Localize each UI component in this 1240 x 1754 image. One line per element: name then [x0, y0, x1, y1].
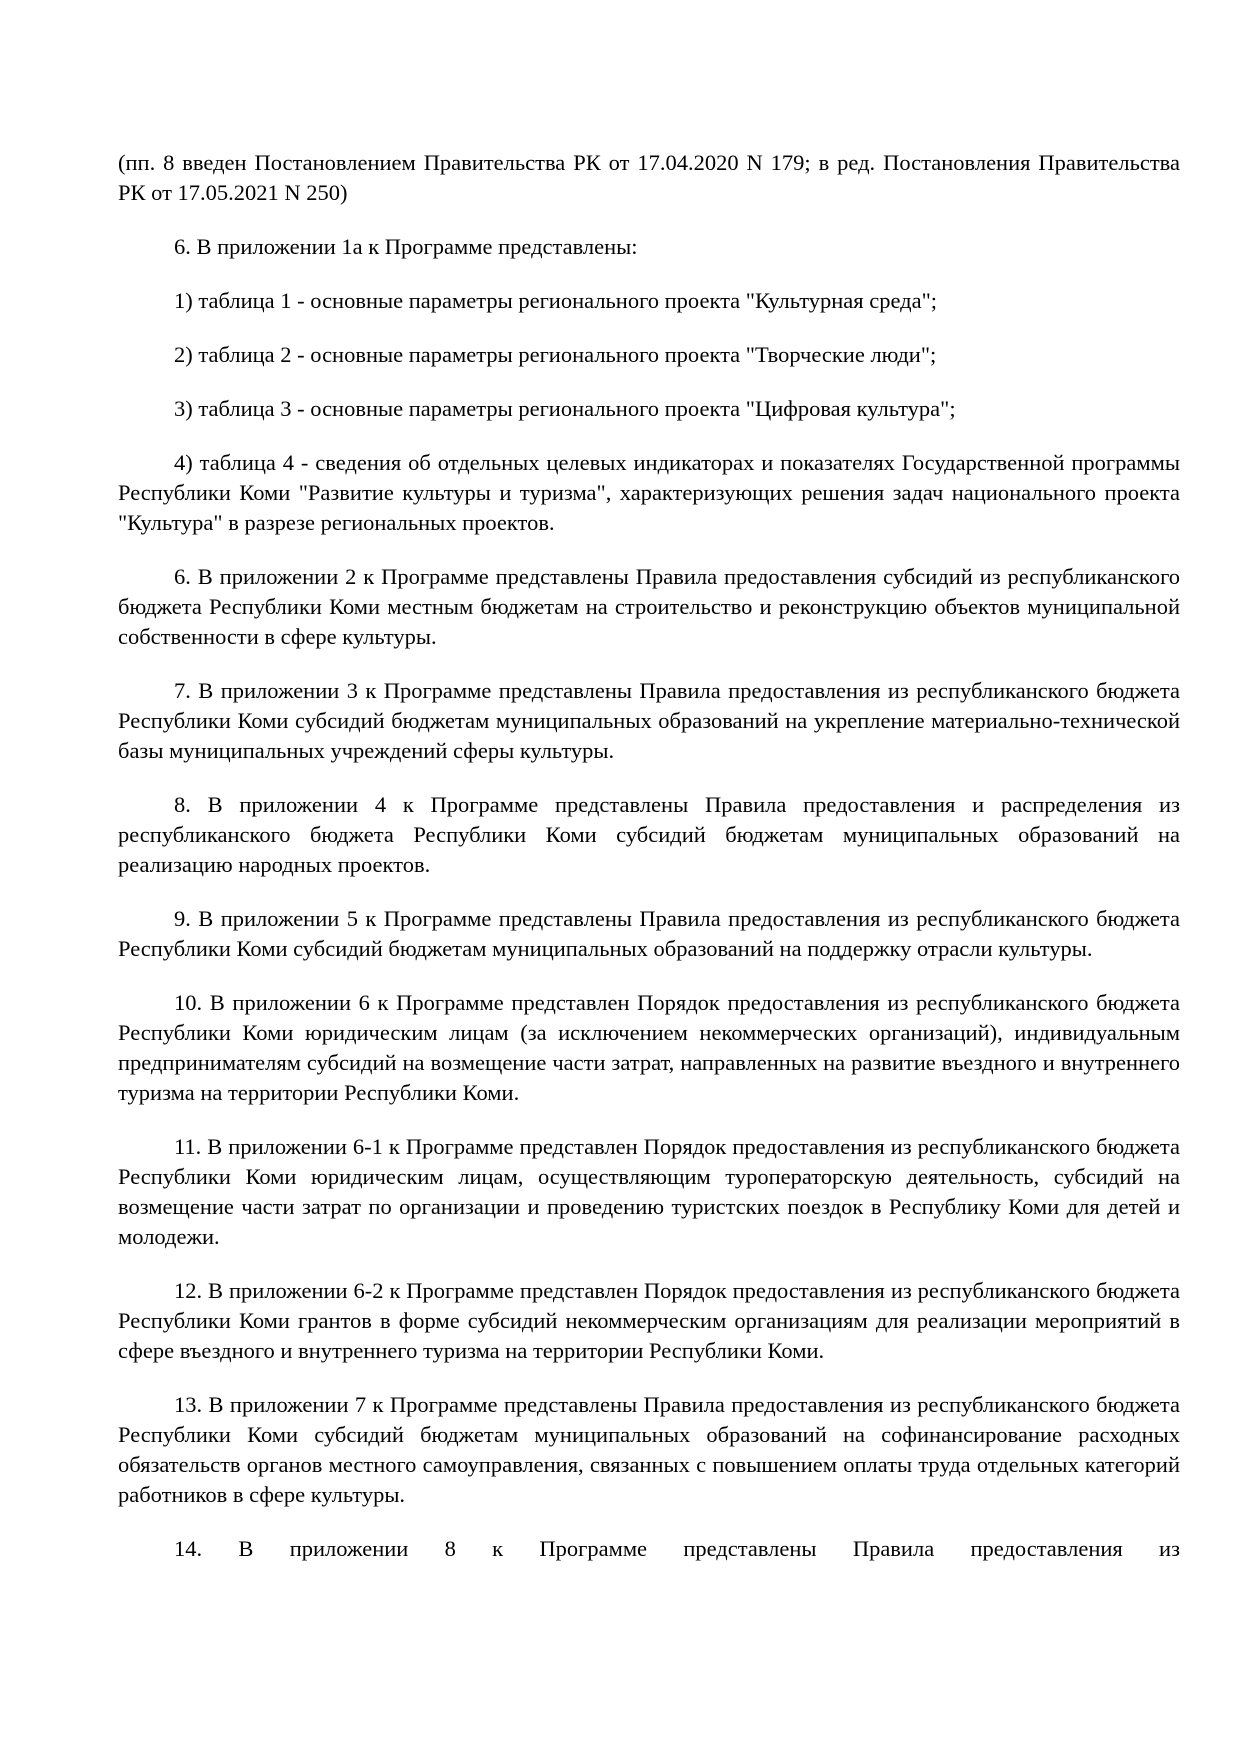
list-item-table-2: 2) таблица 2 - основные параметры регионального проекта "Творческие люди"; — [174, 342, 937, 367]
list-item-table-4: 4) таблица 4 - сведения об отдельных целевых индикаторах и показателях Государственной программы Республики Коми "Развитие культуры и туризма", характеризующих решения задач национального проекта "Культура" в разрезе региональных проектов. — [118, 450, 1180, 535]
paragraph-10: 10. В приложении 6 к Программе представлен Порядок предоставления из республиканского бюджета Республики Коми юридическим лицам (за исключением некоммерческих организаций), индивидуальным предпринимателям субсидий на возмещение части затрат, направленных на развитие въездного и внутреннего туризма на территории Республики Коми. — [118, 990, 1180, 1105]
paragraph-9: 9. В приложении 5 к Программе представлены Правила предоставления из республиканского бюджета Республики Коми субсидий бюджетам муниципальных образований на поддержку отрасли культуры. — [118, 906, 1180, 961]
list-item-table-1: 1) таблица 1 - основные параметры регионального проекта "Культурная среда"; — [174, 288, 938, 313]
paragraph-6-appendix-1a: 6. В приложении 1а к Программе представлены: — [174, 234, 638, 259]
document-page — [118, 148, 1180, 1588]
paragraph-13: 13. В приложении 7 к Программе представлены Правила предоставления из республиканского бюджета Республики Коми субсидий бюджетам муниципальных образований на софинансирование расходных обязательств органов местного самоуправления, связанных с повышением оплаты труда отдельных категорий работников в сфере культуры. — [118, 1392, 1180, 1507]
paragraph-14: 14. В приложении 8 к Программе представлены Правила предоставления из — [174, 1536, 1180, 1561]
paragraph-11: 11. В приложении 6-1 к Программе представлен Порядок предоставления из республиканского бюджета Республики Коми юридическим лицам, осуществляющим туроператорскую деятельность, субсидий на возмещение части затрат по организации и проведению туристских поездок в Республику Коми для детей и молодежи. — [118, 1134, 1180, 1249]
paragraph-12: 12. В приложении 6-2 к Программе представлен Порядок предоставления из республиканского бюджета Республики Коми грантов в форме субсидий некоммерческим организациям для реализации мероприятий в сфере въездного и внутреннего туризма на территории Республики Коми. — [118, 1278, 1180, 1363]
paragraph-8: 8. В приложении 4 к Программе представлены Правила предоставления и распределения из республиканского бюджета Республики Коми субсидий бюджетам муниципальных образований на реализацию народных проектов. — [118, 792, 1180, 877]
paragraph-6-appendix-2: 6. В приложении 2 к Программе представлены Правила предоставления субсидий из республиканского бюджета Республики Коми местным бюджетам на строительство и реконструкцию объектов муниципальной собственности в сфере культуры. — [118, 564, 1180, 649]
list-item-table-3: 3) таблица 3 - основные параметры регионального проекта "Цифровая культура"; — [174, 396, 956, 421]
amendment-note: (пп. 8 введен Постановлением Правительства РК от 17.04.2020 N 179; в ред. Постановления Правительства РК от 17.05.2021 N 250) — [118, 150, 1180, 205]
paragraph-7: 7. В приложении 3 к Программе представлены Правила предоставления из республиканского бюджета Республики Коми субсидий бюджетам муниципальных образований на укрепление материально-технической базы муниципальных учреждений сферы культуры. — [118, 678, 1180, 763]
